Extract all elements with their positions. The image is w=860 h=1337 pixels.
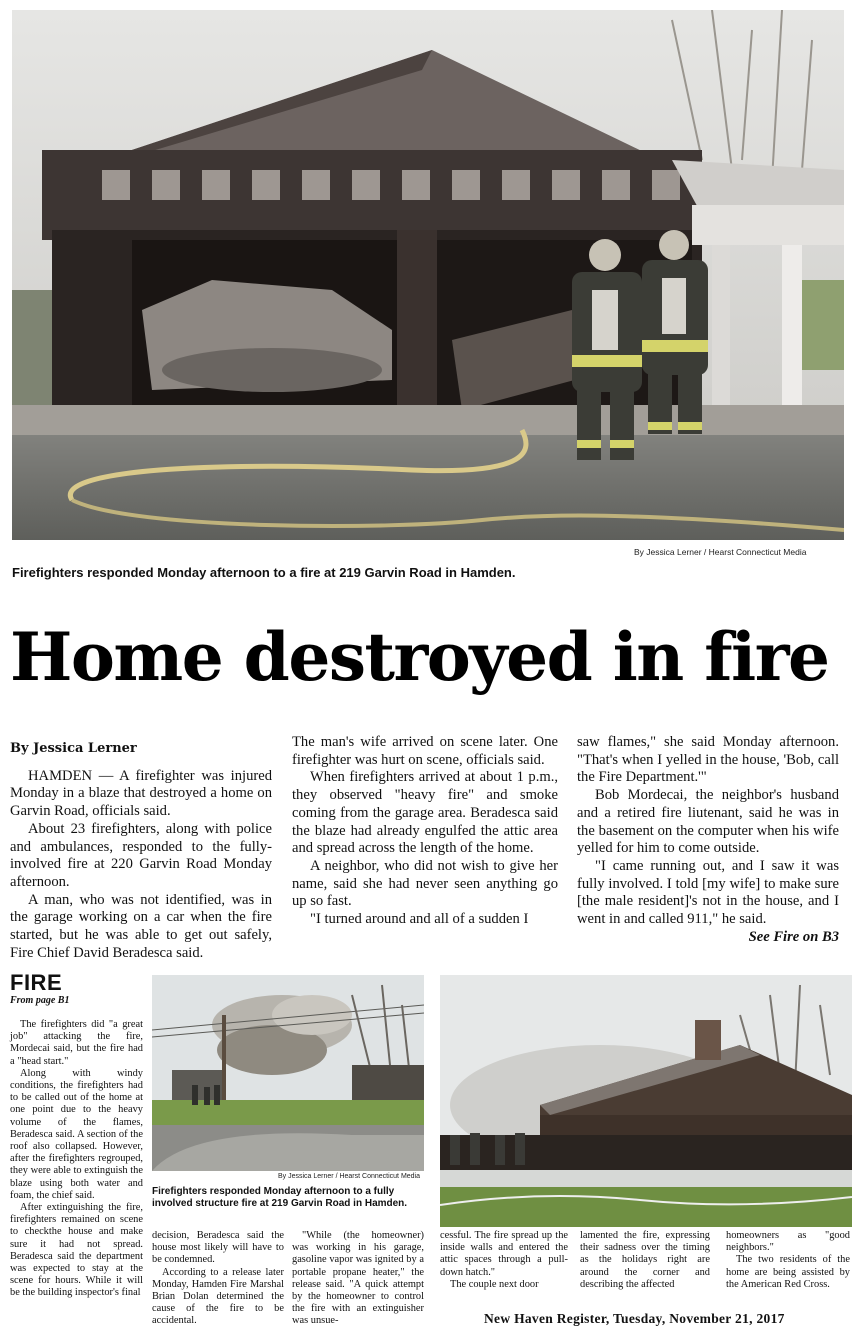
jump-column-6 <box>726 1230 850 1291</box>
page-footer: New Haven Register, Tuesday, November 21, 2017 <box>484 1311 785 1326</box>
story-column-1 <box>10 734 272 962</box>
paragraph: When firefighters arrived at about 1 p.m., they observed "heavy fire" and smoke coming from the garage area. Beradesca said the blaze had already engulfed the attic area and spread across the length of the home. <box>292 769 558 857</box>
jump-column-2 <box>152 1230 284 1328</box>
top-photo <box>12 10 844 540</box>
jump-photo-credit: By Jessica Lerner / Hearst Connecticut Media <box>278 1173 421 1180</box>
paragraph: The man's wife arrived on scene later. One firefighter was hurt on scene, officials said. <box>292 734 558 768</box>
paragraph: cessful. The fire spread up the inside walls and entered the attic spaces through a pull-down hatch." <box>440 1230 568 1278</box>
paragraph: lamented the fire, expressing their sadness over the timing as the holidays right are around the corner and describing the affected <box>580 1230 710 1290</box>
paragraph: decision, Beradesca said the house most likely will have to be condemned. <box>152 1230 284 1266</box>
paragraph: A man, who was not identified, was in the garage working on a car when the fire started, but he was able to get out safely, Fire Chief David Beradesca said. <box>10 891 272 961</box>
paragraph: About 23 firefighters, along with police and ambulances, responded to the fully-involved fire at 220 Garvin Road Monday afternoon. <box>10 820 272 890</box>
paragraph: The two residents of the home are being assisted by the American Red Cross. <box>726 1254 850 1290</box>
jump-from: From page B1 <box>10 995 70 1006</box>
top-photo-caption: Firefighters responded Monday afternoon to a fire at 219 Garvin Road in Hamden. <box>12 565 516 580</box>
paragraph: "While (the homeowner) was working in his garage, gasoline vapor was ignited by a portable propane heater," the release said. "A quick attempt by the homeowner to control the fire with an extinguisher was unsue- <box>292 1230 424 1327</box>
see-fire-jump-link[interactable]: See Fire on B3 <box>748 928 839 945</box>
paragraph: HAMDEN — A firefighter was injured Monday in a blaze that destroyed a home on Garvin Road, officials said. <box>10 767 272 820</box>
paragraph: A neighbor, who did not wish to give her name, said she had never seen anything go up so fast. <box>292 857 558 910</box>
paragraph: "I turned around and all of a sudden I <box>310 911 529 928</box>
paragraph: Bob Mordecai, the neighbor's husband and a retired fire liutenant, said he was in the basement on the computer when his wife yelled for him to come outside. <box>577 787 839 857</box>
jump-column-3 <box>292 1230 424 1328</box>
paragraph: Along with windy conditions, the firefighters had to be called out of the home at one point due to the heavy volume of the flames, Beradesca said. A section of the roof also collapsed. However, after the firefighters regrouped, they were able to extinguish the blaze using both water and foam, the chief said. <box>10 1067 143 1201</box>
paragraph: The couple next door <box>450 1278 539 1290</box>
jump-photo-house <box>440 975 852 1227</box>
paragraph: homeowners as "good neighbors." <box>726 1230 850 1254</box>
paragraph: saw flames," she said Monday afternoon. "That's when I yelled in the house, 'Bob, call the Fire Department.'" <box>577 734 839 786</box>
jump-title: FIRE <box>10 970 63 995</box>
headline: Home destroyed in fire <box>10 618 829 696</box>
jump-column-4 <box>440 1230 568 1291</box>
jump-column-1 <box>10 1019 143 1300</box>
top-photo-credit: By Jessica Lerner / Hearst Connecticut Media <box>634 547 807 557</box>
paragraph: After extinguishing the fire, firefighters remained on scene to checkthe house and make sure it had not spread. Beradesca said the department was expected to stay at the scene for hours. While it will be the building inspector's final <box>10 1202 143 1299</box>
jump-photo-caption: Firefighters responded Monday afternoon to a fully involved structure fire at 219 Garvin Road in Hamden. <box>152 1186 408 1209</box>
paragraph: "I came running out, and I saw it was fully involved. I told [my wife] to make sure [the male resident]'s not in the house, and I went in and called 911," he said. <box>577 857 839 928</box>
jump-photo-smoke <box>152 975 424 1171</box>
story-column-3 <box>577 734 839 946</box>
story-column-2 <box>292 734 558 929</box>
paragraph: The firefighters did "a great job" attacking the fire, Mordecai said, but the fire had a "head start." <box>10 1019 143 1067</box>
jump-column-5 <box>580 1230 710 1291</box>
byline: By Jessica Lerner <box>10 741 137 756</box>
paragraph: According to a release later Monday, Hamden Fire Marshal Brian Dolan determined the cause of the fire to be accidental. <box>152 1266 284 1327</box>
